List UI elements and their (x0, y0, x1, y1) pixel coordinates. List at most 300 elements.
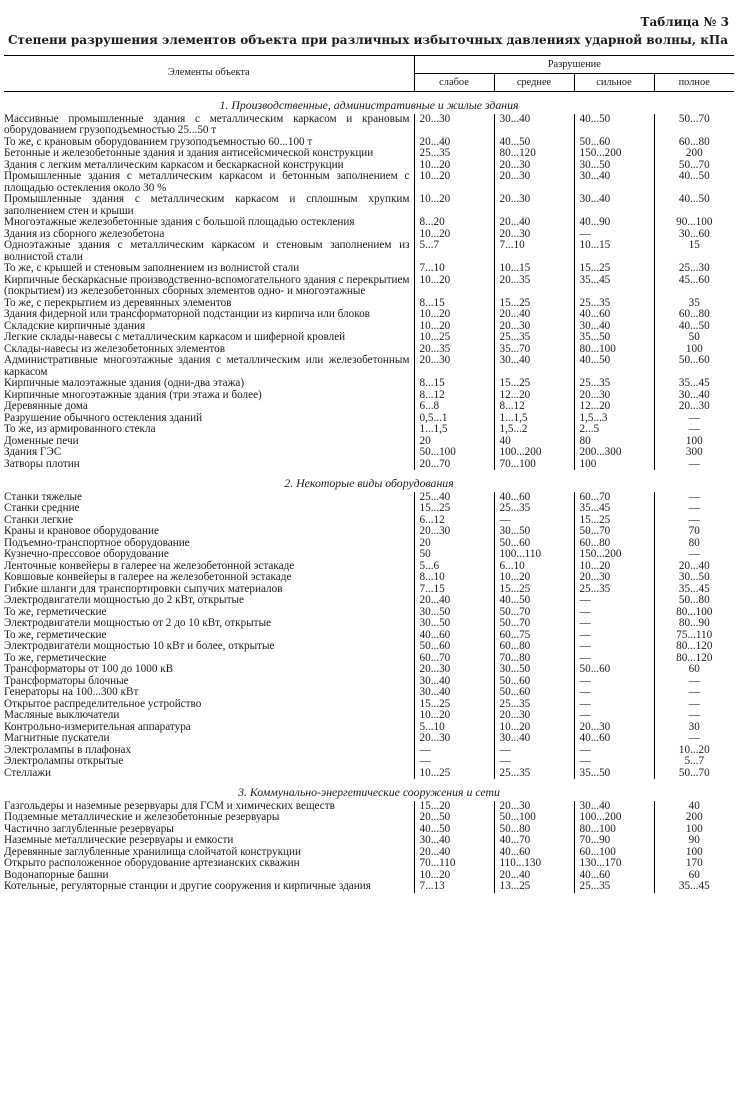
pressure-value: 5...6 (414, 561, 494, 573)
pressure-value: 40...50 (494, 137, 574, 149)
pressure-value: 10...15 (574, 240, 654, 263)
pressure-value: 10...20 (414, 160, 494, 172)
pressure-value: 20...30 (414, 526, 494, 538)
element-name: Подземные металлические и железобетонные резервуары (4, 811, 280, 823)
pressure-value: 25...35 (574, 378, 654, 390)
pressure-value: 25...35 (414, 148, 494, 160)
pressure-value: — (574, 607, 654, 619)
pressure-value: 30...60 (654, 229, 734, 241)
pressure-value: 150...200 (574, 148, 654, 160)
pressure-value: 30...40 (414, 835, 494, 847)
pressure-value: 30 (654, 722, 734, 734)
table-row (4, 171, 734, 194)
table-row (4, 756, 734, 768)
table-row (4, 768, 734, 780)
element-name: Административные многоэтажные здания с металлическим или железобетонным каркасом (4, 354, 410, 378)
pressure-value: 8...12 (494, 401, 574, 413)
pressure-value: 20...40 (494, 309, 574, 321)
element-name: Деревянные дома (4, 400, 88, 412)
pressure-value: 80...120 (654, 653, 734, 665)
pressure-value: 50...70 (654, 768, 734, 780)
pressure-value: 40...60 (574, 309, 654, 321)
pressure-value: 50...70 (654, 114, 734, 137)
element-name: Магнитные пускатели (4, 732, 110, 744)
element-name: Трансформаторы блочные (4, 674, 129, 687)
pressure-value: 50...80 (494, 824, 574, 836)
pressure-value: 50...80 (654, 595, 734, 607)
pressure-value: 50...60 (654, 355, 734, 378)
table-row (4, 240, 734, 263)
pressure-value: 30...40 (414, 687, 494, 699)
pressure-value: 30...40 (574, 171, 654, 194)
pressure-value: 10...20 (414, 870, 494, 882)
element-name: Разрушение обычного остекления зданий (4, 411, 203, 424)
pressure-value: 7...10 (414, 263, 494, 275)
pressure-value: 50...60 (574, 137, 654, 149)
element-name: Кирпичные малоэтажные здания (одни-два этажа) (4, 377, 245, 389)
element-name: Деревянные заглубленные хранилища слойчатой конструкции (4, 845, 301, 858)
pressure-value: 70...80 (494, 653, 574, 665)
pressure-value: 6...8 (414, 401, 494, 413)
table-row (4, 858, 734, 870)
header-elements: Элементы объекта (4, 56, 414, 92)
pressure-value: 100...200 (494, 447, 574, 459)
table-row (4, 378, 734, 390)
pressure-value: 300 (654, 447, 734, 459)
pressure-value: 50...60 (414, 641, 494, 653)
element-name: Открытое распределительное устройство (4, 697, 202, 710)
pressure-value: 1,5...3 (574, 413, 654, 425)
table-row (4, 148, 734, 160)
pressure-value: 60...100 (574, 847, 654, 859)
pressure-value: 60 (654, 870, 734, 882)
pressure-value: — (654, 549, 734, 561)
pressure-value: — (574, 641, 654, 653)
pressure-value: 10...20 (414, 309, 494, 321)
pressure-value: — (574, 630, 654, 642)
pressure-value: 8...10 (414, 572, 494, 584)
pressure-value: 50...100 (414, 447, 494, 459)
pressure-value: 20...40 (494, 217, 574, 229)
pressure-value: 40 (654, 801, 734, 813)
pressure-value: 70 (654, 526, 734, 538)
pressure-value: 90...100 (654, 217, 734, 229)
table-row (4, 664, 734, 676)
pressure-value: 15...25 (494, 378, 574, 390)
element-name: Электродвигатели мощностью 10 кВт и более, открытые (4, 640, 275, 652)
table-row (4, 835, 734, 847)
destruction-table (4, 55, 734, 893)
pressure-value: 80...120 (654, 641, 734, 653)
pressure-value: — (574, 756, 654, 768)
pressure-value: 200 (654, 812, 734, 824)
pressure-value: 2...5 (574, 424, 654, 436)
element-name: Генераторы на 100...300 кВт (4, 686, 139, 698)
element-name: Здания с легким металлическим каркасом и бескаркасной конструкции (4, 158, 344, 171)
pressure-value: 40...50 (494, 595, 574, 607)
pressure-value: 15...25 (414, 503, 494, 515)
element-name: Станки тяжелые (4, 490, 83, 503)
pressure-value: 30...40 (574, 194, 654, 217)
pressure-value: 100...110 (494, 549, 574, 561)
pressure-value: 40...50 (654, 171, 734, 194)
pressure-value: 20...30 (414, 733, 494, 745)
pressure-value: 20...40 (494, 870, 574, 882)
element-name: Станки легкие (4, 513, 74, 526)
pressure-value: 20...40 (414, 595, 494, 607)
pressure-value: — (494, 745, 574, 757)
pressure-value: — (654, 503, 734, 515)
header-destruction: Разрушение (414, 56, 734, 74)
pressure-value: 5...10 (414, 722, 494, 734)
pressure-value: 70...100 (494, 459, 574, 471)
pressure-value: 8...15 (414, 378, 494, 390)
pressure-value: 20...30 (494, 171, 574, 194)
pressure-value: 35...70 (494, 344, 574, 356)
pressure-value: 1...1,5 (414, 424, 494, 436)
pressure-value: 20...30 (494, 160, 574, 172)
pressure-value: — (574, 699, 654, 711)
table-row (4, 217, 734, 229)
pressure-value: 30...40 (574, 321, 654, 333)
pressure-value: 10...20 (494, 572, 574, 584)
pressure-value: 30...50 (494, 526, 574, 538)
pressure-value: 20...30 (494, 801, 574, 813)
pressure-value: 50...70 (494, 618, 574, 630)
pressure-value: 40...90 (574, 217, 654, 229)
pressure-value: 30...40 (494, 733, 574, 745)
pressure-value: 20...30 (414, 664, 494, 676)
pressure-value: 80...100 (574, 824, 654, 836)
pressure-value: 35...45 (574, 275, 654, 298)
pressure-value: 15...25 (574, 263, 654, 275)
pressure-value: 15...25 (494, 584, 574, 596)
element-name: Краны и крановое оборудование (4, 525, 159, 537)
pressure-value: 90 (654, 835, 734, 847)
pressure-value: 200 (654, 148, 734, 160)
section-header (4, 470, 734, 492)
pressure-value: 20...30 (654, 401, 734, 413)
pressure-value: 50...60 (494, 676, 574, 688)
table-row (4, 549, 734, 561)
pressure-value: 30...50 (654, 572, 734, 584)
pressure-value: 25...35 (494, 503, 574, 515)
pressure-value: 40...60 (574, 870, 654, 882)
pressure-value: 25...35 (574, 881, 654, 893)
pressure-value: — (574, 653, 654, 665)
table-row (4, 332, 734, 344)
pressure-value: 40...50 (574, 114, 654, 137)
element-name: То же, герметические (4, 651, 107, 664)
pressure-value: — (574, 618, 654, 630)
element-name: Электродвигатели мощностью до 2 кВт, открытые (4, 594, 244, 606)
pressure-value: 100 (654, 436, 734, 448)
pressure-value: 15...25 (574, 515, 654, 527)
pressure-value: 20...30 (574, 390, 654, 402)
pressure-value: 25...35 (574, 298, 654, 310)
element-name: Многоэтажные железобетонные здания с большой площадью остекления (4, 216, 355, 228)
pressure-value: 60...80 (654, 309, 734, 321)
pressure-value: 15...25 (414, 699, 494, 711)
pressure-value: 25...30 (654, 263, 734, 275)
table-row (4, 263, 734, 275)
pressure-value: 20...35 (414, 344, 494, 356)
table-number: Таблица № 3 (640, 15, 729, 29)
pressure-value: 40...50 (414, 824, 494, 836)
pressure-value: 30...50 (574, 160, 654, 172)
pressure-value: 25...40 (414, 492, 494, 504)
section-header (4, 92, 734, 114)
pressure-value: 35 (654, 298, 734, 310)
pressure-value: 20...30 (494, 710, 574, 722)
table-row (4, 114, 734, 137)
pressure-value: 30...50 (414, 618, 494, 630)
pressure-value: 50...70 (654, 160, 734, 172)
pressure-value: — (654, 424, 734, 436)
table-row (4, 595, 734, 607)
element-name: То же, герметические (4, 605, 107, 618)
pressure-value: 13...25 (494, 881, 574, 893)
pressure-value: 45...60 (654, 275, 734, 298)
section-header (4, 779, 734, 801)
pressure-value: 20...40 (414, 847, 494, 859)
table-row (4, 424, 734, 436)
pressure-value: 75...110 (654, 630, 734, 642)
pressure-value: 100 (574, 459, 654, 471)
pressure-value: 40 (494, 436, 574, 448)
table-row (4, 447, 734, 459)
pressure-value: 10...20 (414, 321, 494, 333)
pressure-value: 70...110 (414, 858, 494, 870)
pressure-value: 8...12 (414, 390, 494, 402)
element-name: Кузнечно-прессовое оборудование (4, 548, 169, 560)
element-name: То же, с крановым оборудованием грузоподъемностью 60...100 т (4, 135, 313, 148)
element-name: Затворы плотин (4, 457, 80, 470)
table-title: Степени разрушения элементов объекта при различных избыточных давлениях ударной волны, кПа (8, 33, 729, 47)
pressure-value: 130...170 (574, 858, 654, 870)
pressure-value: 50...60 (494, 687, 574, 699)
table-row (4, 401, 734, 413)
pressure-value: 10...20 (494, 722, 574, 734)
pressure-value: 20...50 (414, 812, 494, 824)
pressure-value: 0,5...1 (414, 413, 494, 425)
pressure-value: 30...40 (494, 114, 574, 137)
table-row (4, 355, 734, 378)
pressure-value: 30...40 (574, 801, 654, 813)
pressure-value: 25...35 (494, 699, 574, 711)
element-name: Склады-навесы из железобетонных элементов (4, 342, 225, 355)
section-title: 2. Некоторые виды оборудования (284, 476, 454, 490)
element-name: Кирпичные многоэтажные здания (три этажа и более) (4, 388, 262, 401)
element-name: Доменные печи (4, 434, 79, 447)
table-row (4, 572, 734, 584)
pressure-value: — (654, 699, 734, 711)
table-row (4, 641, 734, 653)
element-name: Масляные выключатели (4, 709, 120, 721)
pressure-value: — (574, 676, 654, 688)
pressure-value: 35...45 (654, 881, 734, 893)
pressure-value: 60...80 (574, 538, 654, 550)
element-name: То же, герметические (4, 628, 107, 641)
pressure-value: 200...300 (574, 447, 654, 459)
table-row (4, 733, 734, 745)
pressure-value: 40...60 (414, 630, 494, 642)
pressure-value: 20...30 (494, 194, 574, 217)
pressure-value: 100 (654, 824, 734, 836)
pressure-value: 20...30 (574, 722, 654, 734)
pressure-value: 10...20 (414, 194, 494, 217)
element-name: Трансформаторы от 100 до 1000 кВ (4, 663, 174, 675)
pressure-value: 20...30 (414, 355, 494, 378)
element-name: То же, из армированного стекла (4, 423, 156, 435)
element-name: Здания ГЭС (4, 446, 62, 458)
pressure-value: 70...90 (574, 835, 654, 847)
table-row (4, 275, 734, 298)
pressure-value: 80 (574, 436, 654, 448)
element-name: Подъемно-транспортное оборудование (4, 536, 190, 549)
pressure-value: — (654, 515, 734, 527)
pressure-value: 1...1,5 (494, 413, 574, 425)
pressure-value: — (574, 710, 654, 722)
element-name: Стеллажи (4, 766, 52, 779)
header-level-medium: среднее (494, 74, 574, 92)
table-row (4, 812, 734, 824)
pressure-value: 60...80 (494, 641, 574, 653)
pressure-value: 25...35 (574, 584, 654, 596)
element-name: Здания из сборного железобетона (4, 227, 165, 240)
pressure-value: 10...20 (414, 229, 494, 241)
table-row (4, 881, 734, 893)
pressure-value: 20...30 (494, 321, 574, 333)
element-name: Станки средние (4, 502, 80, 514)
pressure-value: — (654, 413, 734, 425)
pressure-value: 80...90 (654, 618, 734, 630)
pressure-value: 40...50 (654, 321, 734, 333)
element-name: Кирпичные бескаркасные производственно-вспомогательного здания с перекрытием (покрытием) из железобетонных сборных элементов одно- и многоэтажные (4, 273, 410, 297)
element-name: Ковшовые конвейеры в галерее на железобетонной эстакаде (4, 571, 292, 583)
pressure-value: 40...50 (654, 194, 734, 217)
pressure-value: 10...15 (494, 263, 574, 275)
pressure-value: 20...70 (414, 459, 494, 471)
pressure-value: 35...45 (654, 378, 734, 390)
pressure-value: 10...25 (414, 332, 494, 344)
element-name: Складские кирпичные здания (4, 319, 146, 332)
table-row (4, 492, 734, 504)
pressure-value: 20 (414, 436, 494, 448)
pressure-value: 100 (654, 344, 734, 356)
pressure-value: 60...70 (414, 653, 494, 665)
pressure-value: — (574, 595, 654, 607)
pressure-value: 50 (654, 332, 734, 344)
table-row (4, 526, 734, 538)
pressure-value: 10...20 (574, 561, 654, 573)
pressure-value: 50...70 (494, 607, 574, 619)
element-name: Легкие склады-навесы с металлическим каркасом и шиферной кровлей (4, 331, 346, 343)
pressure-value: 40...60 (574, 733, 654, 745)
pressure-value: — (654, 687, 734, 699)
pressure-value: 8...15 (414, 298, 494, 310)
pressure-value: 60...80 (654, 137, 734, 149)
pressure-value: 100...200 (574, 812, 654, 824)
pressure-value: 35...45 (574, 503, 654, 515)
pressure-value: 20...35 (494, 275, 574, 298)
pressure-value: 60 (654, 664, 734, 676)
pressure-value: 30...50 (494, 664, 574, 676)
pressure-value: 170 (654, 858, 734, 870)
section-title: 1. Производственные, административные и жилые здания (219, 98, 519, 112)
pressure-value: 20...40 (414, 137, 494, 149)
header-level-strong: сильное (574, 74, 654, 92)
element-name: Промышленные здания с металлическим каркасом и бетонным заполнением с площадью остекления около 30 % (4, 170, 410, 194)
element-name: Бетонные и железобетонные здания и здания антисейсмической конструкции (4, 147, 374, 159)
pressure-value: — (414, 756, 494, 768)
pressure-value: 40...60 (494, 847, 574, 859)
pressure-value: 20...30 (494, 229, 574, 241)
pressure-value: 30...50 (414, 607, 494, 619)
pressure-value: — (574, 745, 654, 757)
pressure-value: 110...130 (494, 858, 574, 870)
element-name: Здания фидерной или трансформаторной подстанции из кирпича или блоков (4, 308, 370, 320)
element-name: Гибкие шланги для транспортировки сыпучих материалов (4, 582, 283, 595)
pressure-value: 7...15 (414, 584, 494, 596)
element-name: Промышленные здания с металлическим каркасом и сплошным хрупким заполнением стен и крыши (4, 193, 410, 217)
pressure-value: 12...20 (574, 401, 654, 413)
element-name: Наземные металлические резервуары и емкости (4, 834, 234, 846)
pressure-value: 60...70 (574, 492, 654, 504)
pressure-value: 20 (414, 538, 494, 550)
pressure-value: 8...20 (414, 217, 494, 229)
pressure-value: 15 (654, 240, 734, 263)
element-name: Частично заглубленные резервуары (4, 822, 174, 835)
element-name: Котельные, регуляторные станции и другие сооружения и кирпичные здания (4, 880, 371, 892)
element-name: То же, с перекрытием из деревянных элементов (4, 296, 232, 309)
pressure-value: 10...20 (414, 275, 494, 298)
pressure-value: 50...100 (494, 812, 574, 824)
pressure-value: 15...25 (494, 298, 574, 310)
element-name: Электролампы открытые (4, 755, 124, 767)
pressure-value: 10...25 (414, 768, 494, 780)
pressure-value: — (654, 492, 734, 504)
header-level-weak: слабое (414, 74, 494, 92)
pressure-value: 50...60 (574, 664, 654, 676)
pressure-value: 25...35 (494, 768, 574, 780)
pressure-value: 35...50 (574, 332, 654, 344)
element-name: Ленточные конвейеры в галерее на железобетонной эстакаде (4, 559, 295, 572)
pressure-value: 25...35 (494, 332, 574, 344)
pressure-value: 20...30 (414, 114, 494, 137)
pressure-value: 50...70 (574, 526, 654, 538)
element-name: Водонапорные башни (4, 868, 109, 881)
element-name: Одноэтажные здания с металлическим каркасом и стеновым заполнением из волнистой стали (4, 239, 410, 263)
element-name: Газгольдеры и наземные резервуары для ГСМ и химических веществ (4, 799, 335, 812)
pressure-value: 80...100 (574, 344, 654, 356)
pressure-value: 35...50 (574, 768, 654, 780)
element-name: Массивные промышленные здания с металлическим каркасом и крановым оборудованием грузоподъемностью 25...50 т (4, 112, 410, 136)
pressure-value: 5...7 (414, 240, 494, 263)
pressure-value: 30...40 (494, 355, 574, 378)
pressure-value: 100 (654, 847, 734, 859)
pressure-value: 80...120 (494, 148, 574, 160)
table-row (4, 194, 734, 217)
pressure-value: 7...13 (414, 881, 494, 893)
table-row (4, 309, 734, 321)
pressure-value: — (414, 745, 494, 757)
pressure-value: 10...20 (414, 710, 494, 722)
pressure-value: — (654, 676, 734, 688)
pressure-value: — (654, 733, 734, 745)
pressure-value: 6...12 (414, 515, 494, 527)
pressure-value: — (494, 756, 574, 768)
